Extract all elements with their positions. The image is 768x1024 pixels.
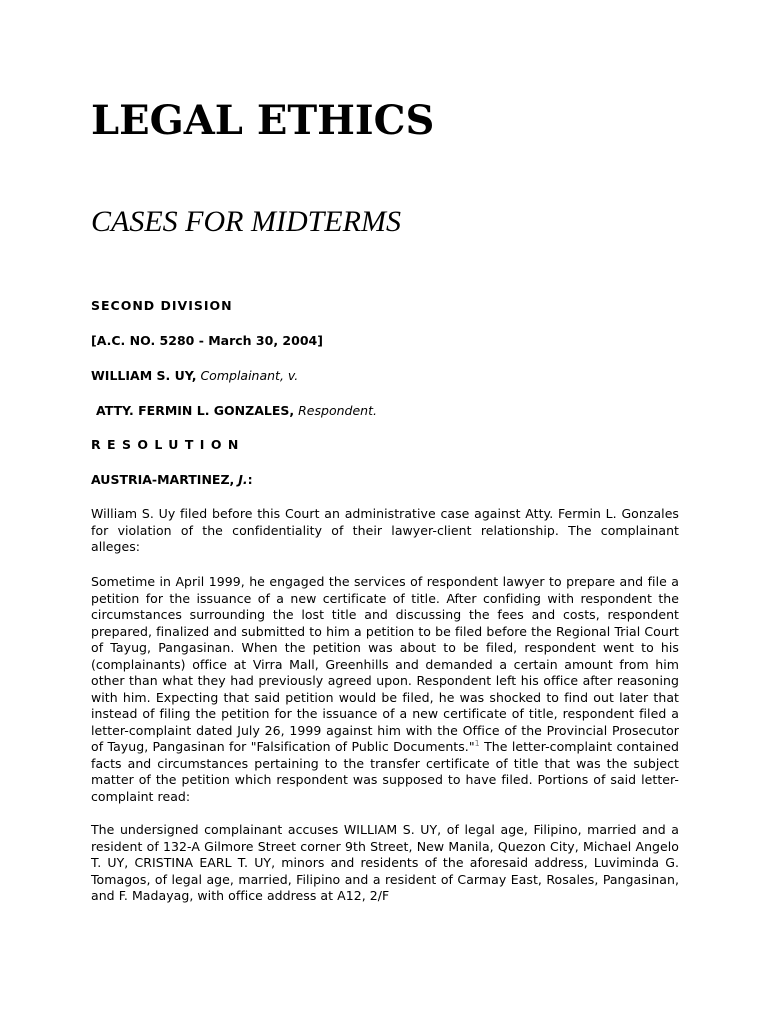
- body-paragraph-3: The undersigned complainant accuses WILLIAM S. UY, of legal age, Filipino, married and a resident of 132-A Gilmore Street corner 9th Street, New Manila, Quezon City, Michael Angelo T. UY, CRISTINA EARL T. UY, minors and residents of the aforesaid address, Luviminda G. Tomagos, of legal age, married, Filipino and a resident of Carmay East, Rosales, Pangasinan, and F. Madayag, with office address at A12, 2/F: [91, 822, 679, 903]
- paragraph-2-text-a: Sometime in April 1999, he engaged the services of respondent lawyer to prepare and file a petition for the issuance of a new certificate of title. After confiding with respondent the circumstances surrounding the lost title and discussing the fees and costs, respondent prepared, finalized and submitted to him a petition to be filed before the Regional Trial Court of Tayug, Pangasinan. When the petition was about to be filed, respondent went to his (complainants) office at Virra Mall, Greenhills and demanded a certain amount from him other than what they had previously agreed upon. Respondent left his office after reasoning with him. Expecting that said petition would be filed, he was shocked to find out later that instead of filing the petition for the issuance of a new certificate of title, respondent filed a letter-complaint dated July 26, 1999 against him with the Office of the Provincial Prosecutor of Tayug, Pangasinan for "Falsification of Public Documents.": [91, 574, 679, 754]
- respondent-role: Respondent.: [298, 403, 377, 418]
- complainant-name: WILLIAM S. UY,: [91, 368, 197, 383]
- body-paragraph-2: [91, 574, 679, 805]
- respondent-line: [96, 403, 377, 419]
- document-title: LEGAL ETHICS: [91, 97, 435, 144]
- document-subtitle: CASES FOR MIDTERMS: [91, 205, 401, 238]
- resolution-heading: RESOLUTION: [91, 437, 245, 452]
- paragraph-2-text-b: The letter-complaint contained facts and circumstances pertaining to the transfer certificate of title that was the subject matter of the petition which respondent was supposed to have filed. Portions of said letter-complaint read:: [91, 739, 679, 804]
- body-paragraph-1: William S. Uy filed before this Court an administrative case against Atty. Fermin L. Gonzales for violation of the confidentiality of their lawyer-client relationship. The complainant alleges:: [91, 506, 679, 554]
- ponente-line: [91, 472, 253, 488]
- complainant-line: [91, 368, 298, 384]
- ponente-title: J.: [238, 472, 248, 487]
- ponente-colon: :: [247, 472, 253, 487]
- footnote-link[interactable]: 1: [474, 738, 480, 748]
- case-number: [A.C. NO. 5280 - March 30, 2004]: [91, 333, 323, 348]
- ponente-name: AUSTRIA-MARTINEZ,: [91, 472, 235, 487]
- court-division: SECOND DIVISION: [91, 298, 233, 313]
- respondent-name: ATTY. FERMIN L. GONZALES,: [96, 403, 295, 418]
- complainant-role: Complainant, v.: [200, 368, 299, 383]
